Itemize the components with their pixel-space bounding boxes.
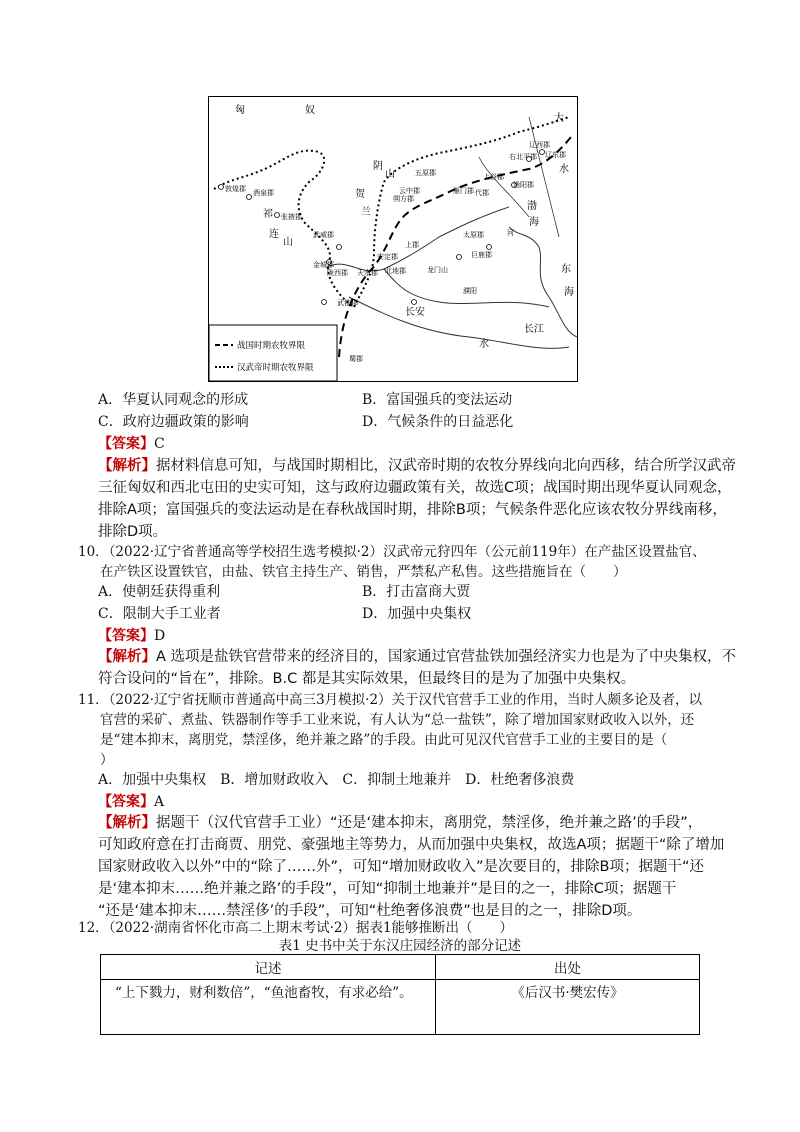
q9-option-c: C．政府边疆政策的影响 [98,414,249,430]
map-label: 长江 [524,324,544,335]
q10-option-a: A．使朝廷获得重利 [98,584,221,600]
answer-value: C [154,436,165,452]
place-label: 陇西郡 [327,269,348,277]
place-label: 云中郡 [399,187,420,195]
q10-stem [78,542,778,582]
map-label: 海 [564,287,574,298]
answer-value: A [154,794,165,810]
q11-explanation [98,812,748,922]
explanation-line: 据题干（汉代官营手工业）“还是‘建本抑末，离朋党，禁淫侈，绝并兼之路’的手段”， [156,815,703,831]
place-label: 辽东郡 [545,151,566,159]
place-label: 巨鹿郡 [471,251,492,259]
place-label: 武都郡 [337,299,358,307]
place-label: 蜀郡 [349,355,363,363]
q9-explanation [98,455,748,543]
map-label: 祁 [263,209,273,220]
q9-option-a: A．华夏认同观念的形成 [98,392,249,408]
stem-line: 在产铁区设置铁官，由盐、铁官主持生产、销售，严禁私产私售。这些措施旨在（ ） [100,564,627,580]
map-label: 匈 [235,105,245,116]
historical-map [208,96,578,382]
place-label: 金城郡 [313,261,334,269]
answer-label: 【答案】 [98,794,154,810]
stem-line: （2022·辽宁省普通高等学校招生选考模拟·2）汉武帝元狩四年（公元前119年）在产盐区设置盐官、 [108,544,706,560]
question-number: 10． [78,544,109,560]
place-label: 五原郡 [415,169,436,177]
explanation-line: 三征匈奴和西北屯田的史实可知，这与政府边疆政策有关，故选C项；战国时期出现华夏认同观念， [98,480,732,496]
place-label: 雁门郡 [453,187,474,195]
place-label: 太原郡 [463,231,484,239]
question-number: 12． [78,920,109,936]
place-label: 酒泉郡 [253,189,274,197]
place-label: 张掖郡 [281,213,302,221]
place-label: 河 [507,229,514,237]
table-caption: 表1 史书中关于东汉庄园经济的部分记述 [278,938,522,954]
q9-option-b: B．富国强兵的变法运动 [362,392,513,408]
place-label: 代郡 [475,189,489,197]
table-cell: “上下戮力，财利数倍”，“鱼池畜牧，有求必给”。 [101,980,436,1035]
map-label: 连 [269,229,279,240]
history-table [100,954,700,1035]
map-label: 海 [529,217,539,228]
explanation-line: 排除D项。 [98,524,168,540]
explanation-line: 据材料信息可知，与战国时期相比，汉武帝时期的农牧分界线向北向西移，结合所学汉武帝 [156,458,736,474]
table-header: 出处 [436,955,700,980]
explanation-line: “还是‘建本抑末……禁淫侈’的手段”，可知“杜绝奢侈浪费”也是目的之一，排除D项。 [98,903,642,919]
q11-options: A．加强中央集权 B．增加财政收入 C．抑制土地兼并 D．杜绝奢侈浪费 [98,772,575,788]
place-label: 安定郡 [377,253,398,261]
table-header-row [101,955,700,980]
legend-dotted-label: 汉武帝时期农牧界限 [237,363,314,373]
explanation-label: 【解析】 [98,649,156,665]
stem-line: （2022·湖南省怀化市高二上期末考试·2）据表1能够推断出（ ） [108,920,514,936]
map-label: 东 [561,264,571,275]
q11-stem [78,690,778,770]
place-label: 右北平郡 [509,153,537,161]
map-label: 水 [479,339,489,350]
map-label: 渤 [527,201,537,212]
explanation-line: 可知政府意在打击商贾、朋党、豪强地主等势力，从而加强中央集权，故选A项；据题干“除了增加 [98,837,725,853]
place-label: 敦煌郡 [225,185,246,193]
place-label: 濮阳 [463,287,477,295]
legend-dashed-label: 战国时期农牧界限 [237,341,306,351]
table-header: 记述 [101,955,436,980]
map-label: 阴 [373,161,383,172]
q10-option-b: B．打击富商大贾 [362,584,471,600]
map-label: 贺 [355,189,365,200]
map-label: 山 [385,169,395,180]
place-label: 长安 [405,307,425,318]
explanation-label: 【解析】 [98,458,156,474]
map-label: 奴 [305,105,315,116]
q10-explanation [98,646,748,690]
table-cell: 《后汉书·樊宏传》 [436,980,700,1035]
answer-value: D [154,628,166,644]
map-drawing [209,97,577,381]
map-label: 水 [559,164,569,175]
place-label: 上谷郡 [483,173,504,181]
explanation-line: 排除A项；富国强兵的变法运动是在春秋战国时期，排除B项；气候条件恶化应该农牧分界线南移， [98,502,727,518]
explanation-line: 国家财政收入以外”中的“除了……外”，可知“增加财政收入”是次要目的，排除B项；据题干“还 [98,859,705,875]
place-label: 朔方郡 [393,195,414,203]
q9-answer [98,434,165,454]
question-number: 11． [78,692,109,708]
map-label: 兰 [361,207,371,218]
map-label: 山 [283,237,293,248]
place-label: 渔阳郡 [513,181,534,189]
place-label: 天水郡 [357,269,378,277]
q12-stem [78,918,513,938]
answer-label: 【答案】 [98,436,154,452]
explanation-label: 【解析】 [98,815,156,831]
q10-answer [98,626,165,646]
stem-line: 官营的采矿、煮盐、铁器制作等手工业来说，有人认为“总一盐铁”，除了增加国家财政收入以外，还 [100,712,695,728]
place-label: 北地郡 [385,267,406,275]
stem-line: （2022·辽宁省抚顺市普通高中高三3月模拟·2）关于汉代官营手工业的作用，当时人颇多论及者，以 [108,692,703,708]
place-label: 武威郡 [313,231,334,239]
q10-option-d: D．加强中央集权 [362,606,472,622]
explanation-line: A 选项是盐铁官营带来的经济目的，国家通过官营盐铁加强经济实力也是为了中央集权，不 [156,649,737,665]
explanation-line: 是‘建本抑末……绝并兼之路’的手段”，可知“抑制土地兼并”是目的之一，排除C项；据题干 [98,881,677,897]
place-label: 上郡 [405,241,419,249]
map-label: 大 [554,113,564,124]
q9-option-d: D．气候条件的日益恶化 [362,414,514,430]
explanation-line: 符合设问的“旨在”，排除。B.C 都是其实际效果，但最终目的是为了加强中央集权。 [98,671,636,687]
stem-line: 是“建本抑末，离朋党，禁淫侈，绝并兼之路”的手段。由此可见汉代官营手工业的主要目的是（ [100,732,668,748]
answer-label: 【答案】 [98,628,154,644]
place-label: 辽西郡 [529,141,550,149]
place-label: 龙门山 [427,266,448,274]
q10-option-c: C．限制大手工业者 [98,606,221,622]
q11-answer [98,792,164,812]
stem-line: ） [100,752,114,768]
table-row [101,980,700,1035]
